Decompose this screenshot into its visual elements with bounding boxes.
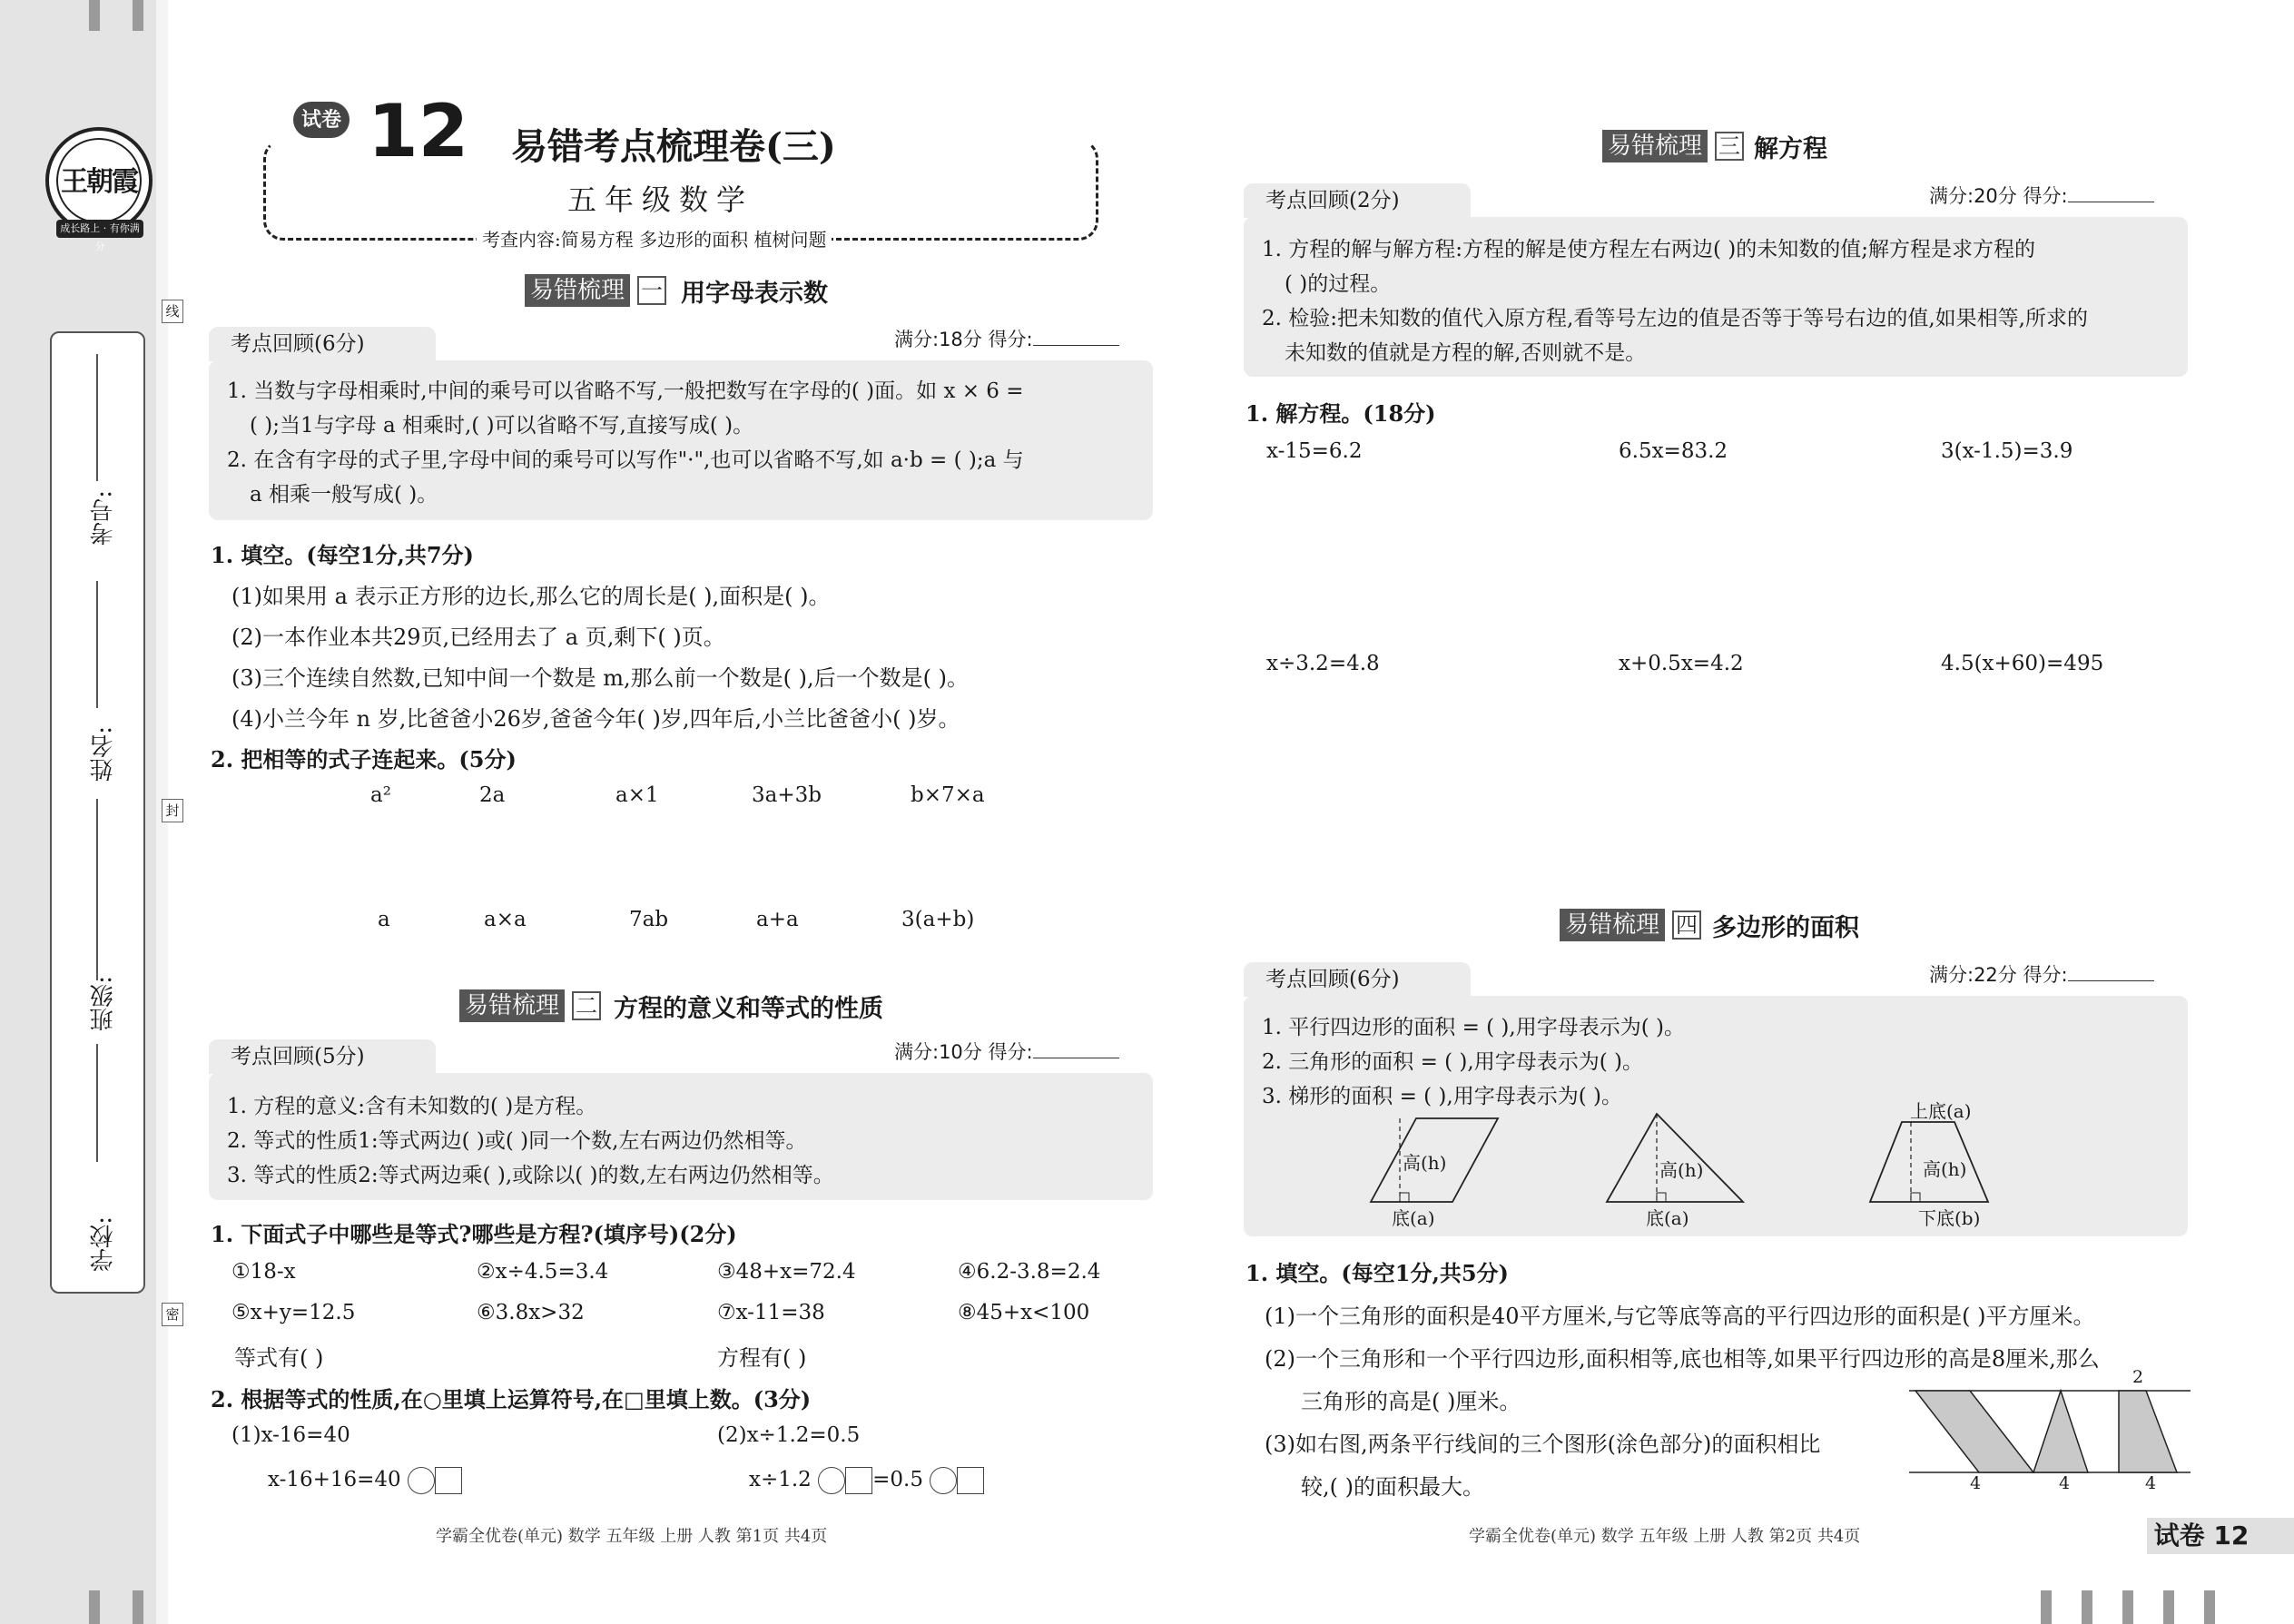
page-footer: 学霸全优卷(单元) 数学 五年级 上册 人教 第1页 共4页	[436, 1527, 828, 1546]
score-line	[1929, 182, 2154, 209]
review-line: 2. 检验:把未知数的值代入原方程,看等号左边的值是否等于等号右边的值,如果相等,所求的	[1262, 307, 2088, 330]
cut-mark	[2204, 1590, 2215, 1624]
equation-text: x÷1.2	[749, 1468, 812, 1491]
question-heading: 1. 下面式子中哪些是等式?哪些是方程?(填序号)(2分)	[211, 1221, 737, 1247]
section-title: 多边形的面积	[1712, 914, 1859, 942]
seam-mark-line: 线	[162, 300, 183, 323]
parallelogram-height-label: 高(h)	[1403, 1152, 1447, 1174]
match-item-bottom[interactable]: a	[378, 908, 390, 931]
parallelogram-base-label: 底(a)	[1392, 1207, 1435, 1229]
option-item: ⑦x-11=38	[717, 1301, 825, 1324]
question-item: (3)如右图,两条平行线间的三个图形(涂色部分)的面积相比	[1265, 1432, 1821, 1457]
number-square[interactable]	[957, 1467, 984, 1494]
review-line: 2. 三角形的面积 = ( ),用字母表示为( )。	[1262, 1050, 1643, 1074]
review-line: 1. 方程的解与解方程:方程的解是使方程左右两边( )的未知数的值;解方程是求方程的	[1262, 238, 2036, 261]
score-text: 满分:20分 得分:	[1929, 185, 2068, 207]
exam-number-field[interactable]	[96, 354, 98, 481]
equation-item: x-15=6.2	[1266, 439, 1363, 463]
option-item: ④6.2-3.8=2.4	[958, 1260, 1101, 1284]
figure-top-label: 2	[2132, 1367, 2144, 1387]
operator-circle[interactable]	[930, 1467, 957, 1494]
cut-mark	[133, 1590, 143, 1624]
brand-logo	[45, 127, 153, 252]
match-item-bottom[interactable]: a+a	[756, 908, 799, 931]
name-field[interactable]	[96, 799, 98, 980]
option-item: ⑧45+x<100	[958, 1301, 1090, 1324]
section-number: 四	[1672, 910, 1701, 940]
score-blank[interactable]	[2068, 965, 2154, 981]
seam-mark-secret: 密	[162, 1303, 183, 1326]
equation-item: x+0.5x=4.2	[1619, 652, 1744, 675]
number-square[interactable]	[845, 1467, 872, 1494]
section-tag: 易错梳理	[1560, 909, 1665, 941]
option-item: ⑤x+y=12.5	[231, 1301, 356, 1324]
review-line: 未知数的值就是方程的解,否则就不是。	[1285, 341, 1647, 365]
match-item-top[interactable]: 3a+3b	[752, 783, 822, 807]
review-tab: 考点回顾(5分)	[209, 1039, 436, 1074]
class-label: 班级:	[90, 976, 117, 1031]
figure-bottom-label: 4	[2145, 1473, 2157, 1493]
trapezoid-bottom-label: 下底(b)	[1918, 1207, 1981, 1229]
review-line: a 相乘一般写成( )。	[250, 483, 438, 507]
review-line: 2. 等式的性质1:等式两边( )或( )同一个数,左右两边仍然相等。	[227, 1129, 807, 1153]
exam-number-field-line	[96, 581, 98, 708]
question-heading: 1. 填空。(每空1分,共5分)	[1245, 1260, 1509, 1286]
review-line: 1. 方程的意义:含有未知数的( )是方程。	[227, 1095, 597, 1118]
cut-mark	[2122, 1590, 2133, 1624]
equation-answer[interactable]: 等式有( )	[234, 1345, 324, 1371]
page-footer: 学霸全优卷(单元) 数学 五年级 上册 人教 第2页 共4页	[1469, 1527, 1861, 1546]
shaded-triangle	[2033, 1391, 2088, 1472]
score-blank[interactable]	[1033, 330, 1119, 346]
section-tag: 易错梳理	[525, 274, 630, 307]
match-item-bottom[interactable]: 7ab	[629, 908, 669, 931]
section-number: 一	[637, 276, 666, 305]
equation-item: 4.5(x+60)=495	[1941, 652, 2104, 675]
triangle-base-label: 底(a)	[1646, 1207, 1689, 1229]
question-heading: 1. 解方程。(18分)	[1245, 400, 1436, 427]
class-field[interactable]	[96, 1044, 98, 1162]
exam-scope: 考查内容:简易方程 多边形的面积 植树问题	[477, 225, 832, 251]
section-number: 二	[572, 991, 601, 1020]
option-item: ⑥3.8x>32	[477, 1301, 585, 1324]
question-item: 较,( )的面积最大。	[1301, 1474, 1484, 1500]
footer-bar	[2256, 1518, 2294, 1554]
logo-text: 王朝霞	[61, 166, 137, 198]
section-number: 三	[1715, 132, 1744, 161]
question-item: (2)x÷1.2=0.5	[717, 1423, 861, 1447]
operator-circle[interactable]	[408, 1467, 435, 1494]
question-item: (2)一个三角形和一个平行四边形,面积相等,底也相等,如果平行四边形的高是8厘米,那么	[1265, 1346, 2100, 1372]
review-line: 1. 当数与字母相乘时,中间的乘号可以省略不写,一般把数写在字母的( )面。如 x × 6 =	[227, 379, 1024, 403]
equation-text: x-16+16=40	[268, 1468, 401, 1491]
parallel-lines-figure	[1905, 1371, 2195, 1489]
score-blank[interactable]	[1033, 1042, 1119, 1058]
triangle-height-label: 高(h)	[1659, 1159, 1704, 1181]
match-item-bottom[interactable]: 3(a+b)	[901, 908, 975, 931]
number-square[interactable]	[435, 1467, 462, 1494]
equation-item: 6.5x=83.2	[1619, 439, 1728, 463]
score-line	[1929, 960, 2154, 988]
page-title: 易错考点梳理卷(三)	[504, 118, 843, 170]
figure-bottom-label: 4	[1970, 1473, 1982, 1493]
score-text: 满分:22分 得分:	[1929, 964, 2068, 986]
fill-equation	[749, 1467, 984, 1494]
paper-number: 12	[368, 89, 469, 173]
review-tab: 考点回顾(6分)	[1244, 962, 1471, 997]
question-heading: 2. 把相等的式子连起来。(5分)	[211, 746, 517, 773]
score-line	[894, 1038, 1119, 1065]
question-item: (3)三个连续自然数,已知中间一个数是 m,那么前一个数是( ),后一个数是( )。	[231, 665, 969, 691]
section-title: 解方程	[1754, 135, 1827, 163]
match-item-top[interactable]: b×7×a	[911, 783, 985, 807]
shaded-trapezoid	[2119, 1391, 2177, 1472]
section-tag: 易错梳理	[459, 989, 565, 1022]
page-subtitle: 五年级数学	[567, 182, 754, 217]
question-item: (1)一个三角形的面积是40平方厘米,与它等底等高的平行四边形的面积是( )平方厘米。	[1265, 1304, 2095, 1329]
cut-mark	[2082, 1590, 2092, 1624]
question-item: (4)小兰今年 n 岁,比爸爸小26岁,爸爸今年( )岁,四年后,小兰比爸爸小( )岁。	[231, 706, 960, 732]
equation-text: =0.5	[872, 1468, 923, 1491]
review-line: ( );当1与字母 a 相乘时,( )可以省略不写,直接写成( )。	[250, 414, 754, 438]
name-label: 姓名:	[90, 726, 117, 782]
seam-mark-seal: 封	[162, 799, 183, 822]
question-heading: 1. 填空。(每空1分,共7分)	[211, 542, 474, 568]
option-item: ①18-x	[231, 1260, 296, 1284]
review-line: 3. 梯形的面积 = ( ),用字母表示为( )。	[1262, 1085, 1622, 1108]
trapezoid-height-label: 高(h)	[1923, 1158, 1967, 1180]
score-blank[interactable]	[2068, 186, 2154, 202]
review-line: ( )的过程。	[1285, 272, 1392, 296]
question-heading: 2. 根据等式的性质,在○里填上运算符号,在□里填上数。(3分)	[211, 1386, 812, 1412]
option-item: ③48+x=72.4	[717, 1260, 856, 1284]
option-item: ②x÷4.5=3.4	[477, 1260, 609, 1284]
score-text: 满分:10分 得分:	[894, 1041, 1033, 1063]
paper-footer-tag: 试卷 12	[2147, 1518, 2256, 1554]
formula-answer[interactable]: 方程有( )	[717, 1345, 807, 1371]
match-item-top[interactable]: 2a	[479, 783, 506, 807]
exam-number-label: 考号:	[90, 490, 117, 546]
review-tab: 考点回顾(2分)	[1244, 183, 1471, 218]
question-item: (1)x-16=40	[231, 1423, 350, 1447]
cut-mark	[133, 0, 143, 31]
match-item-top[interactable]: a×1	[615, 783, 659, 807]
trapezoid-top-label: 上底(a)	[1910, 1100, 1972, 1122]
review-line: 1. 平行四边形的面积 = ( ),用字母表示为( )。	[1262, 1016, 1685, 1039]
cut-mark	[2163, 1590, 2174, 1624]
cut-mark	[2041, 1590, 2052, 1624]
operator-circle[interactable]	[818, 1467, 845, 1494]
question-item: 三角形的高是( )厘米。	[1301, 1389, 1521, 1414]
cut-mark	[89, 1590, 100, 1624]
logo-ribbon: 成长路上 · 有你满分	[56, 220, 143, 238]
equation-item: x÷3.2=4.8	[1266, 652, 1380, 675]
match-item-top[interactable]: a²	[370, 783, 391, 807]
review-line: 3. 等式的性质2:等式两边乘( ),或除以( )的数,左右两边仍然相等。	[227, 1164, 834, 1187]
section-title: 方程的意义和等式的性质	[614, 995, 883, 1023]
review-line: 2. 在含有字母的式子里,字母中间的乘号可以写作"·",也可以省略不写,如 a·b = ( );a 与	[227, 448, 1024, 472]
shaded-parallelogram	[1915, 1391, 2033, 1472]
fill-equation	[268, 1467, 462, 1494]
paper-badge: 试卷	[293, 102, 350, 138]
section-title: 用字母表示数	[681, 280, 828, 308]
equation-item: 3(x-1.5)=3.9	[1941, 439, 2073, 463]
score-text: 满分:18分 得分:	[894, 329, 1033, 350]
section-tag: 易错梳理	[1602, 130, 1708, 162]
question-item: (2)一本作业本共29页,已经用去了 a 页,剩下( )页。	[231, 625, 725, 650]
figure-bottom-label: 4	[2059, 1473, 2071, 1493]
review-tab: 考点回顾(6分)	[209, 327, 436, 361]
school-label: 学校:	[90, 1216, 117, 1272]
cut-mark	[89, 0, 100, 31]
score-line	[894, 325, 1119, 352]
match-item-bottom[interactable]: a×a	[484, 908, 527, 931]
question-item: (1)如果用 a 表示正方形的边长,那么它的周长是( ),面积是( )。	[231, 584, 831, 609]
